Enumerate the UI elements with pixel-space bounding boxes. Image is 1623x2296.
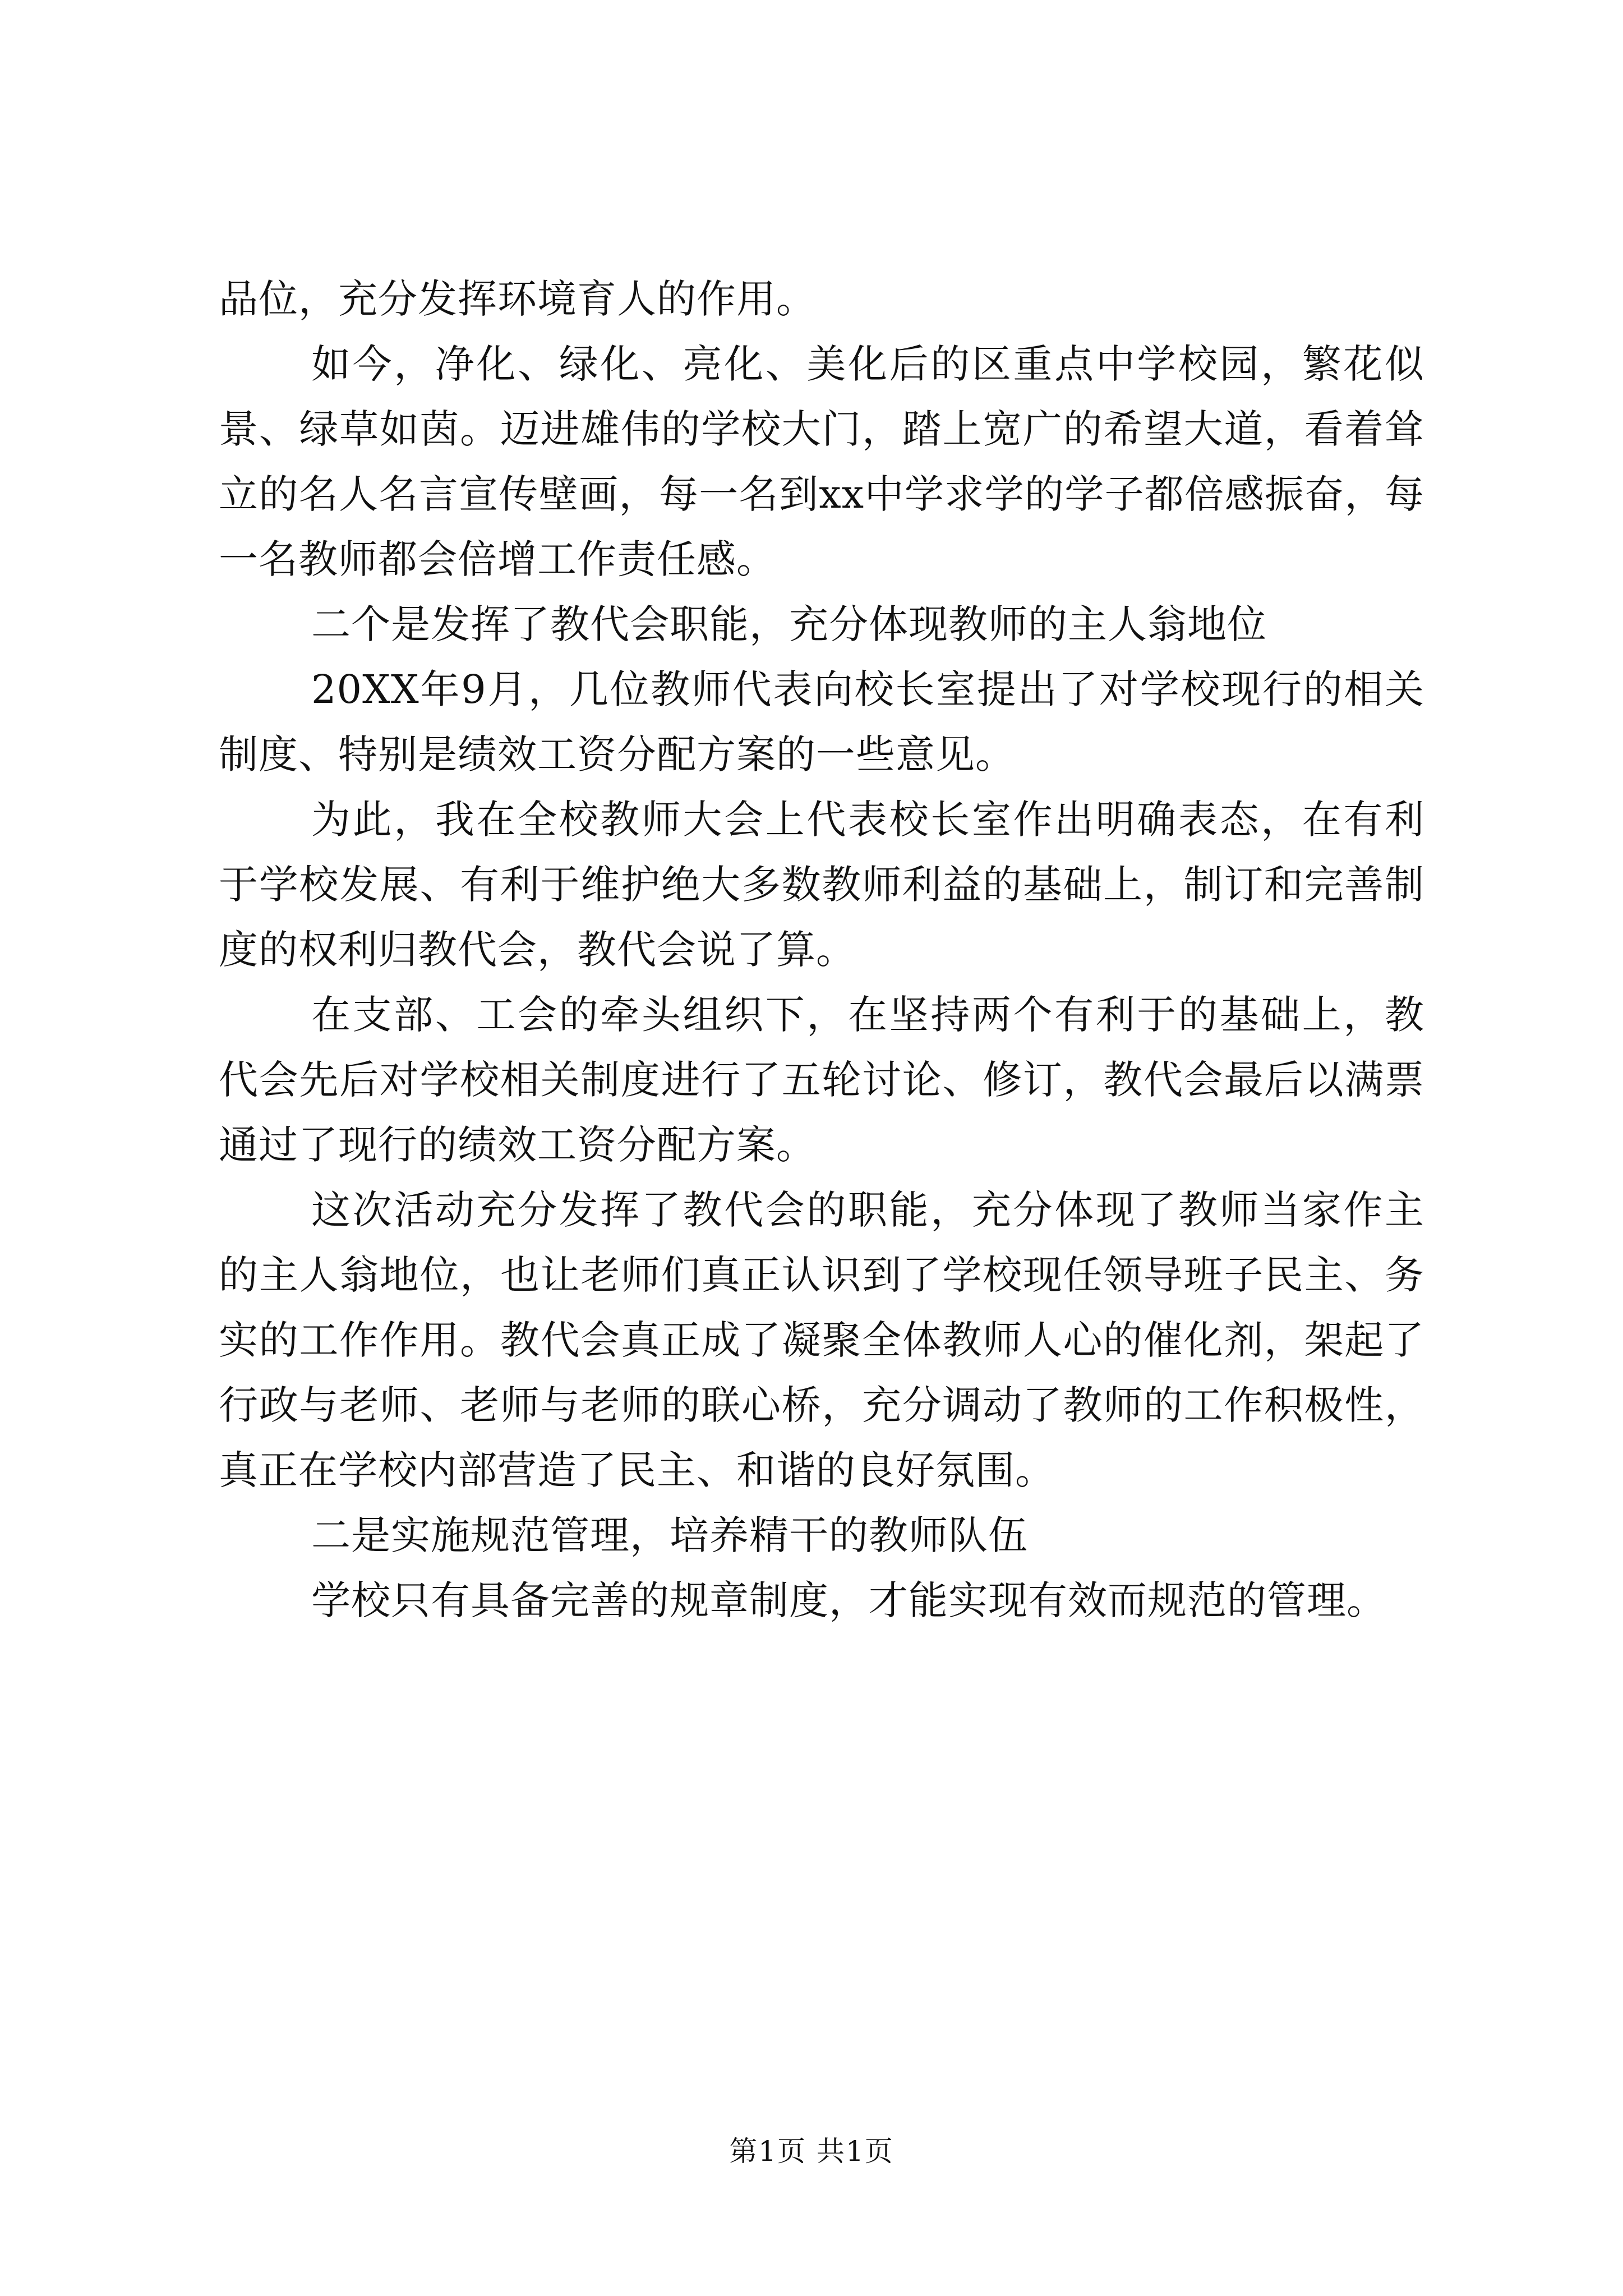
paragraph-6: 这次活动充分发挥了教代会的职能，充分体现了教师当家作主的主人翁地位，也让老师们真正认识到了学校现任领导班子民主、务实的工作作用。教代会真正成了凝聚全体教师人心的催化剂，架起了行政与老师、老师与老师的联心桥，充分调动了教师的工作积极性，真正在学校内部营造了民主、和谐的良好氛围。 — [219, 1187, 1424, 1493]
section-heading-2: 二是实施规范管理，培养精干的教师队伍 — [311, 1512, 1028, 1558]
document-body — [219, 266, 1424, 1633]
paragraph-2: 如今，净化、绿化、亮化、美化后的区重点中学校园，繁花似景、绿草如茵。迈进雄伟的学校大门，踏上宽广的希望大道，看着耸立的名人名言宣传壁画，每一名到xx中学求学的学子都倍感振奋，每一名教师都会倍增工作责任感。 — [219, 341, 1424, 582]
paragraph-4: 为此，我在全校教师大会上代表校长室作出明确表态，在有利于学校发展、有利于维护绝大多数教师利益的基础上，制订和完善制度的权利归教代会，教代会说了算。 — [219, 797, 1424, 973]
paragraph-7: 学校只有具备完善的规章制度，才能实现有效而规范的管理。 — [311, 1577, 1386, 1623]
paragraph-5: 在支部、工会的牵头组织下，在坚持两个有利于的基础上，教代会先后对学校相关制度进行了五轮讨论、修订，教代会最后以满票通过了现行的绩效工资分配方案。 — [219, 992, 1424, 1168]
section-heading-1: 二个是发挥了教代会职能，充分体现教师的主人翁地位 — [311, 601, 1267, 647]
page-footer: 第1页 共1页 — [729, 2135, 894, 2168]
paragraph-3: 20XX年9月，几位教师代表向校长室提出了对学校现行的相关制度、特别是绩效工资分配方案的一些意见。 — [219, 666, 1424, 777]
paragraph-1: 品位，充分发挥环境育人的作用。 — [219, 276, 816, 322]
